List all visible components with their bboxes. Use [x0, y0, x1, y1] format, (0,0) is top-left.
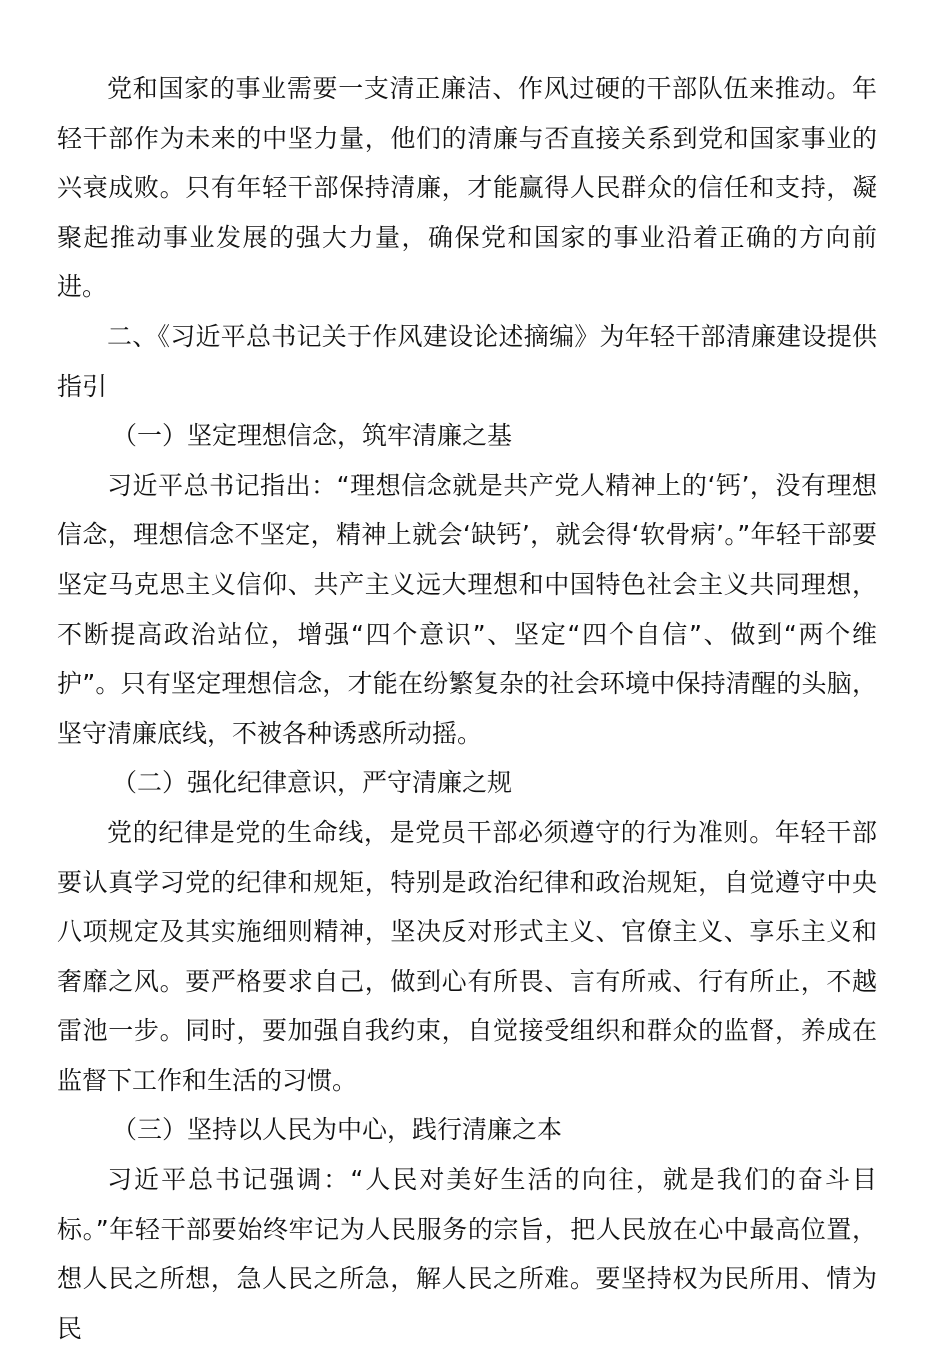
- section-heading: 二、《习近平总书记关于作风建设论述摘编》为年轻干部清廉建设提供指引: [57, 321, 877, 401]
- document-page: [57, 64, 877, 1353]
- subsection-heading: （一）坚定理想信念，筑牢清廉之基: [112, 421, 513, 451]
- subsection-heading: （二）强化纪律意识，严守清廉之规: [112, 768, 513, 798]
- body-paragraph: 党的纪律是党的生命线，是党员干部必须遵守的行为准则。年轻干部要认真学习党的纪律和规矩，特别是政治纪律和政治规矩，自觉遵守中央八项规定及其实施细则精神，坚决反对形式主义、官僚主义、享乐主义和奢靡之风。要严格要求自己，做到心有所畏、言有所戒、行有所止，不越雷池一步。同时，要加强自我约束，自觉接受组织和群众的监督，养成在监督下工作和生活的习惯。: [57, 817, 877, 1095]
- body-paragraph: 习近平总书记指出：“理想信念就是共产党人精神上的‘钙’，没有理想信念，理想信念不坚定，精神上就会‘缺钙’，就会得‘软骨病’。”年轻干部要坚定马克思主义信仰、共产主义远大理想和中国特色社会主义共同理想，不断提高政治站位，增强“四个意识”、坚定“四个自信”、做到“两个维护”。只有坚定理想信念，才能在纷繁复杂的社会环境中保持清醒的头脑，坚守清廉底线，不被各种诱惑所动摇。: [57, 470, 877, 748]
- subsection-heading: （三）坚持以人民为中心，践行清廉之本: [112, 1115, 563, 1145]
- body-paragraph: 党和国家的事业需要一支清正廉洁、作风过硬的干部队伍来推动。年轻干部作为未来的中坚力量，他们的清廉与否直接关系到党和国家事业的兴衰成败。只有年轻干部保持清廉，才能赢得人民群众的信任和支持，凝聚起推动事业发展的强大力量，确保党和国家的事业沿着正确的方向前进。: [57, 74, 877, 302]
- body-paragraph: 习近平总书记强调：“人民对美好生活的向往，就是我们的奋斗目标。”年轻干部要始终牢记为人民服务的宗旨，把人民放在心中最高位置，想人民之所想，急人民之所急，解人民之所难。要坚持权为民所用、情为民: [57, 1165, 877, 1343]
